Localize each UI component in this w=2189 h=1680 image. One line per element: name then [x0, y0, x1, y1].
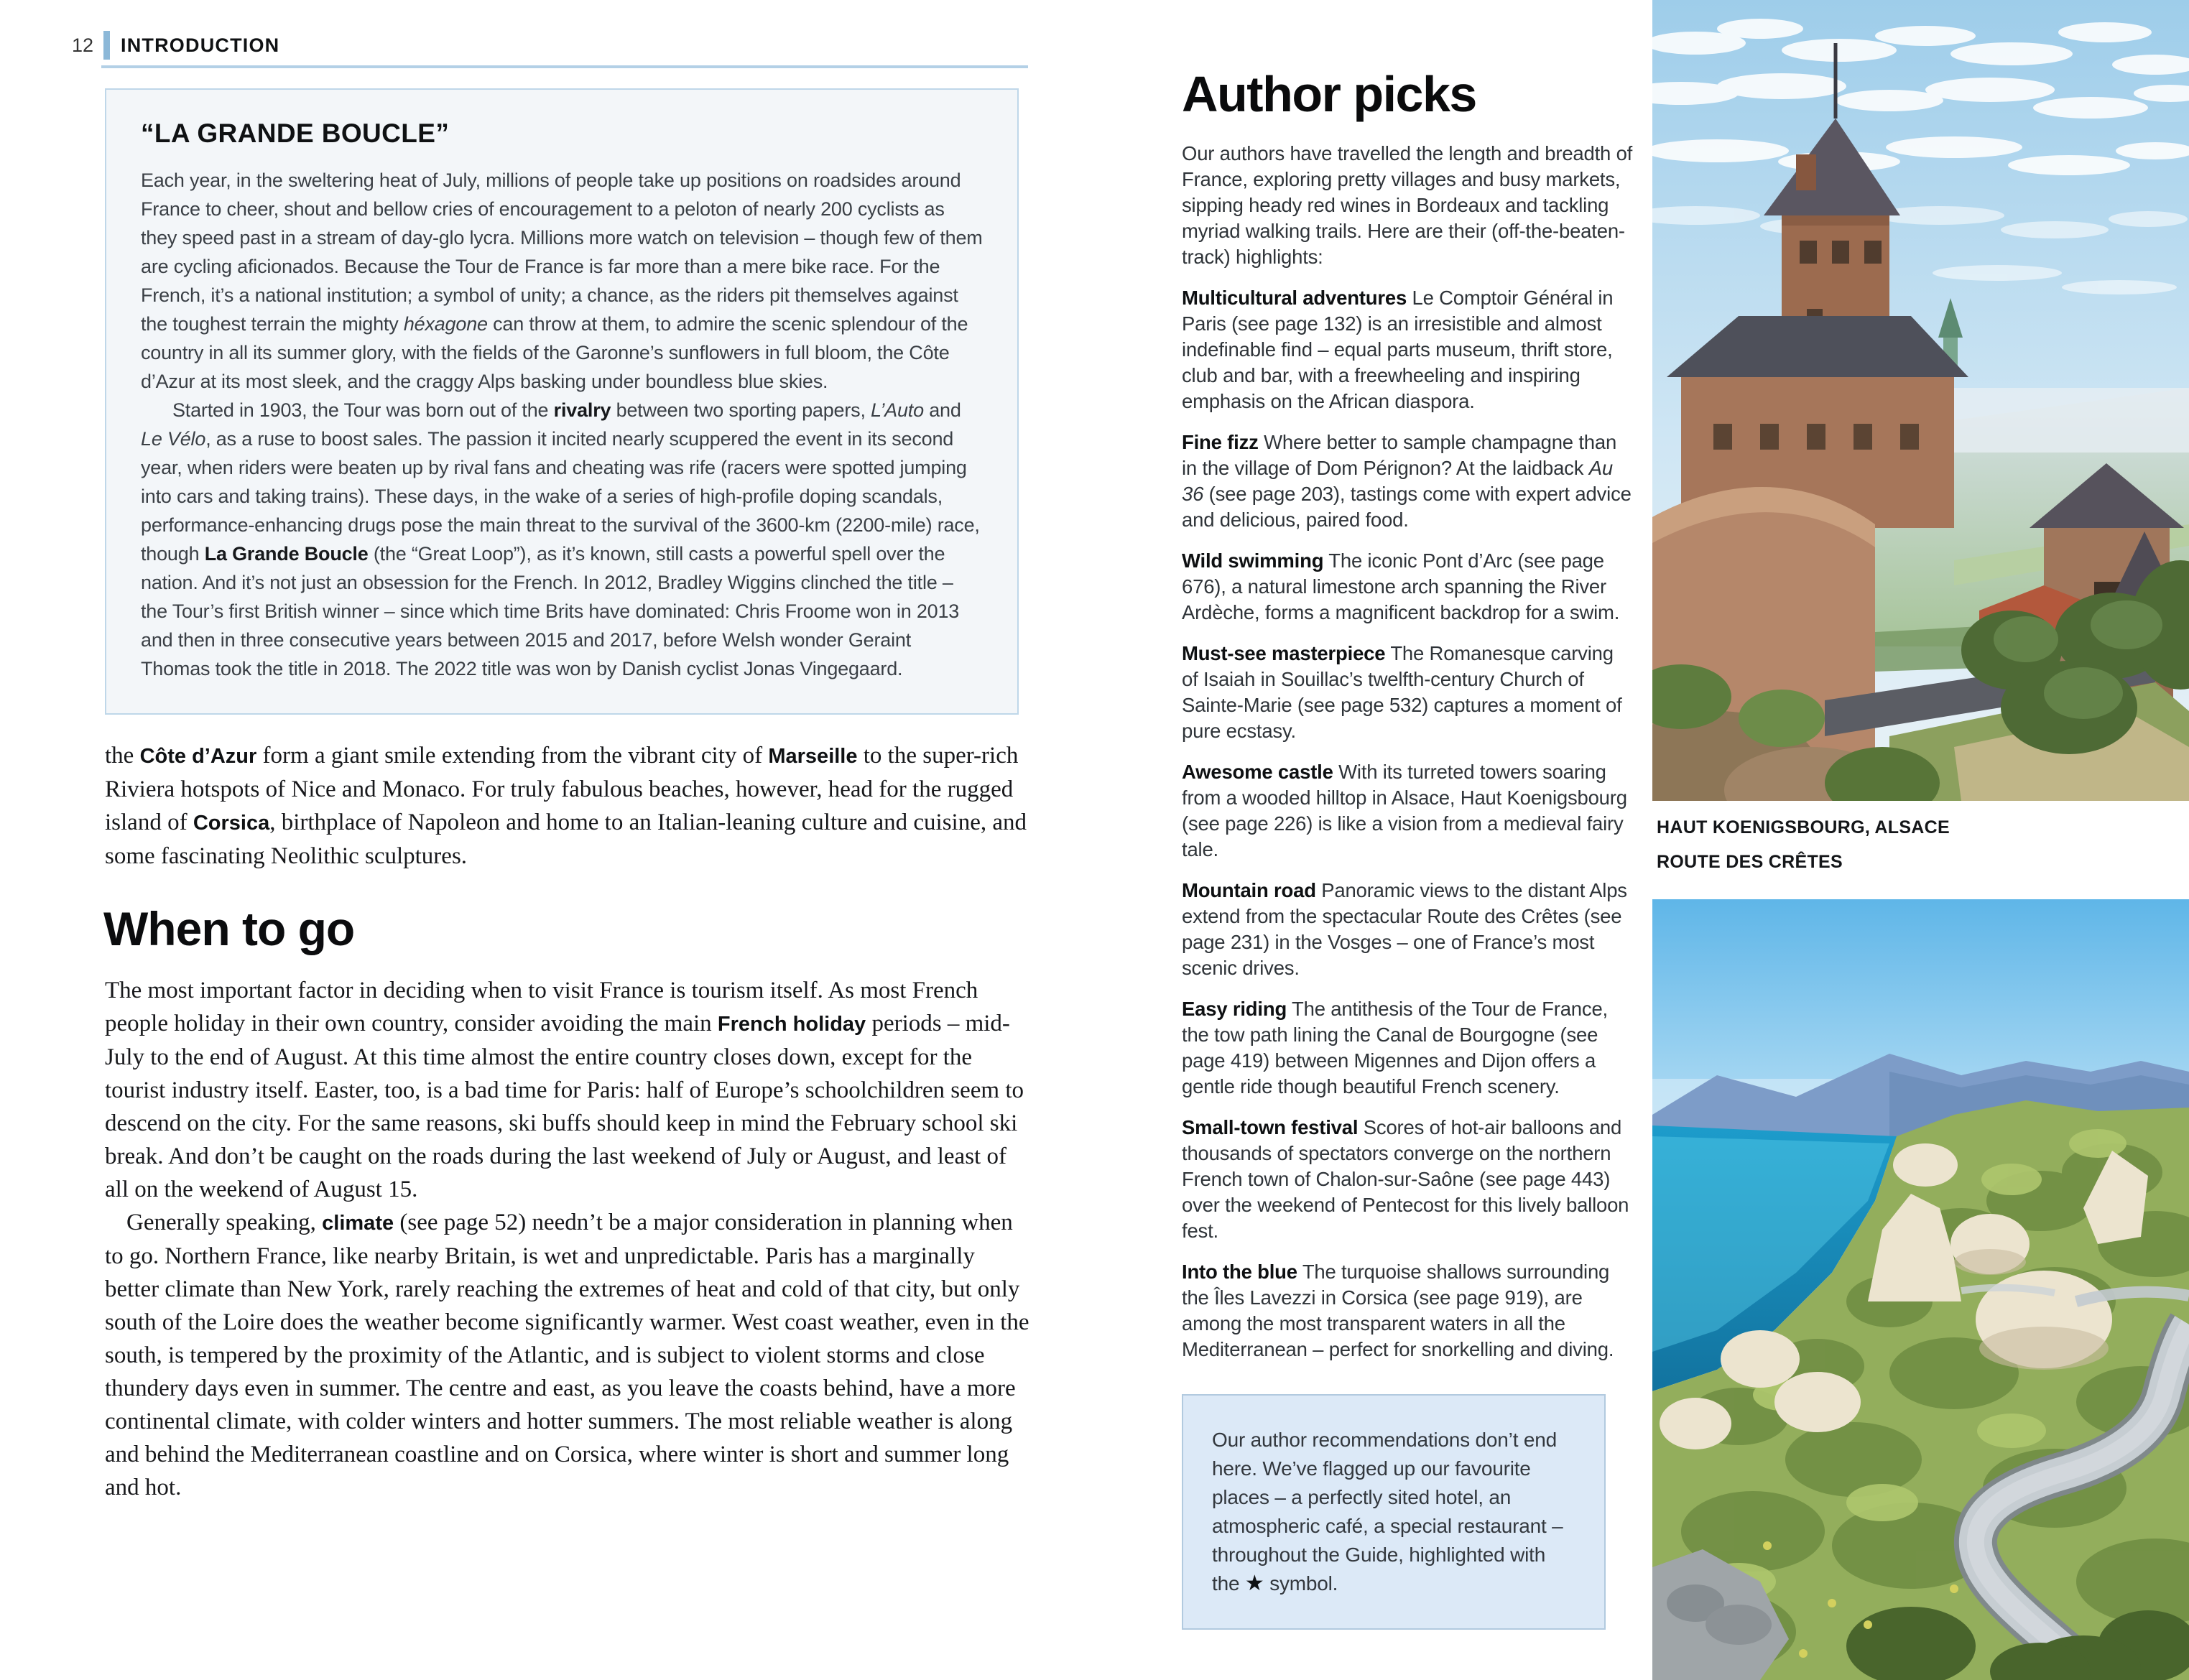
left-column [72, 29, 1029, 1504]
when-to-go-paragraph-2: Generally speaking, climate (see page 52) needn’t be a major consideration in planning when to go. Northern France, like nearby Britain, is wet and unpredictable. Paris has a marginally better climate than New York, rarely reaching the extremes of heat and cold of that city, but only south of the Loire does the weather become significantly warmer. West coast weather, even in the south, is tempered by the proximity of the Atlantic, and is subject to violent storms and close thundery days even in summer. The centre and east, as you leave the coasts behind, have a more continental climate, with colder winters and hotter summers. The most reliable weather is along and behind the Mediterranean coastline and on Corsica, where winter is short and summer long and hot. [105, 1210, 1029, 1501]
author-pick-item: Easy riding The antithesis of the Tour de France, the tow path lining the Canal de Bourgogne (see page 419) between Migennes and Dijon offers a gentle ride though beautiful French scenery. [1182, 998, 1608, 1097]
author-pick-item: Must-see masterpiece The Romanesque carving of Isaiah in Souillac’s twelfth-century Church of Sainte-Marie (see page 532) captures a moment of pure ecstasy. [1182, 642, 1622, 742]
author-pick-lead: Multicultural adventures [1182, 287, 1407, 309]
header-rule [101, 65, 1028, 68]
photo-caption-route-des-cretes: ROUTE DES CRÊTES [1657, 852, 1843, 872]
box-paragraph-1: Each year, in the sweltering heat of July, millions of people take up positions on roadsides around France to cheer, shout and bellow cries of encouragement to a peloton of nearly 200 cyclists as they speed past in a stream of day-glo lycra. Millions more watch on television – though few of them are cycling aficionados. Because the Tour de France is far more than a mere bike race. For the French, it’s a national institution; a symbol of unity; a chance, as the riders pit themselves against the toughest terrain the mighty héxagone can throw at them, to admire the scenic splendour of the country in all its summer glory, with the fields of the Garonne’s sunflowers in full bloom, the Côte d’Azur at its most sleek, and the craggy Alps basking under boundless blue skies. [141, 170, 983, 392]
author-pick-lead: Small-town festival [1182, 1116, 1359, 1138]
section-title: INTRODUCTION [121, 34, 280, 56]
author-pick-item: Multicultural adventures Le Comptoir Général in Paris (see page 132) is an irresistible and almost indefinable find – equal parts museum, thrift store, club and bar, with a freewheeling and inspiring emphasis on the African diaspora. [1182, 287, 1614, 412]
recommendations-note-box [1182, 1394, 1606, 1630]
author-picks-heading: Author picks [1182, 66, 1476, 122]
page-number: 12 [72, 34, 94, 56]
section-accent-bar [103, 31, 110, 60]
photo-haut-koenigsbourg-castle [1652, 0, 2189, 801]
author-picks-list [1182, 285, 1634, 1363]
intro-continuation-paragraph: the Côte d’Azur form a giant smile extending from the vibrant city of Marseille to the super-rich Riviera hotspots of Nice and Monaco. For truly fabulous beaches, however, head for the rugged island of Corsica, birthplace of Napoleon and home to an Italian-leaning culture and cuisine, and some fascinating Neolithic sculptures. [105, 743, 1027, 869]
box-paragraph-2: Started in 1903, the Tour was born out of the rivalry between two sporting papers, L’Auto and Le Vélo, as a ruse to boost sales. The passion it incited nearly scuppered the event in its second year, when riders were beaten up by rival fans and cheating was rife (racers were spotted jumping into cars and taking trains). These days, in the wake of a series of high-profile doping scandals, performance-enhancing drugs pose the main threat to the survival of the 3600-km (2200-mile) race, though La Grande Boucle (the “Great Loop”), as it’s known, still casts a powerful spell over the nation. And it’s not just an obsession for the French. In 2012, Bradley Wiggins clinched the title – the Tour’s first British winner – since which time Brits have dominated: Chris Froome won in 2013 and then in three consecutive years between 2015 and 2017, before Welsh wonder Geraint Thomas took the title in 2018. The 2022 title was won by Danish cyclist Jonas Vingegaard. [141, 399, 980, 679]
box-title: “LA GRANDE BOUCLE” [141, 119, 450, 148]
when-to-go-paragraph-1: The most important factor in deciding when to visit France is tourism itself. As most French people holiday in their own country, consider avoiding the main French holiday periods – mid-July to the end of August. At this time almost the entire country closes down, except for the tourist industry itself. Easter, too, is a bad time for Paris: half of Europe’s schoolchildren seem to descend on the city. For the same reasons, ski buffs should keep in mind the February school ski break. And don’t be caught on the roads during the last weekend of July or August, and least of all on the weekend of August 15. [105, 978, 1024, 1203]
author-pick-item: Fine fizz Where better to sample champagne than in the village of Dom Pérignon? At the laidback Au 36 (see page 203), tastings come with expert advice and delicious, paired food. [1182, 431, 1632, 531]
author-picks-column [1182, 66, 1634, 1630]
recommendations-note-text: Our author recommendations don’t end here. We’ve flagged up our favourite places – a perfectly sited hotel, an atmospheric café, a special restaurant – throughout the Guide, highlighted with the ★ symbol. [1212, 1429, 1563, 1596]
author-pick-lead: Must-see masterpiece [1182, 642, 1386, 664]
when-to-go-heading: When to go [103, 902, 355, 955]
author-pick-item: Awesome castle With its turreted towers soaring from a wooded hilltop in Alsace, Haut Koenigsbourg (see page 226) is like a vision from a medieval fairy tale. [1182, 761, 1627, 860]
author-pick-item: Mountain road Panoramic views to the distant Alps extend from the spectacular Route des Crêtes (see page 231) in the Vosges – one of France’s most scenic drives. [1182, 879, 1627, 979]
photo-column [1652, 0, 2189, 1680]
author-pick-lead: Awesome castle [1182, 761, 1333, 783]
author-pick-item: Small-town festival Scores of hot-air balloons and thousands of spectators converge on the northern French town of Chalon-sur-Saône (see page 443) over the weekend of Pentecost for this lively balloon fest. [1182, 1116, 1629, 1242]
author-pick-lead: Easy riding [1182, 998, 1287, 1020]
la-grande-boucle-box [105, 88, 1019, 715]
photo-caption-haut-koenigsbourg: HAUT KOENIGSBOURG, ALSACE [1657, 817, 1950, 837]
author-pick-lead: Fine fizz [1182, 431, 1259, 453]
author-pick-item: Into the blue The turquoise shallows surrounding the Îles Lavezzi in Corsica (see page 919), are among the most transparent waters in all the Mediterranean – perfect for snorkelling and diving. [1182, 1261, 1614, 1360]
photo-route-des-cretes-coast [1652, 899, 2189, 1680]
page-header [72, 29, 1029, 62]
author-picks-intro: Our authors have travelled the length and breadth of France, exploring pretty villages and busy markets, sipping heady red wines in Bordeaux and tackling myriad walking trails. Here are their (off-the-beaten-track) highlights: [1182, 142, 1633, 268]
author-pick-lead: Wild swimming [1182, 549, 1324, 572]
author-pick-lead: Into the blue [1182, 1261, 1297, 1283]
author-pick-lead: Mountain road [1182, 879, 1316, 901]
author-pick-item: Wild swimming The iconic Pont d’Arc (see page 676), a natural limestone arch spanning the River Ardèche, forms a magnificent backdrop for a swim. [1182, 549, 1620, 623]
photo-captions [1657, 810, 2160, 879]
